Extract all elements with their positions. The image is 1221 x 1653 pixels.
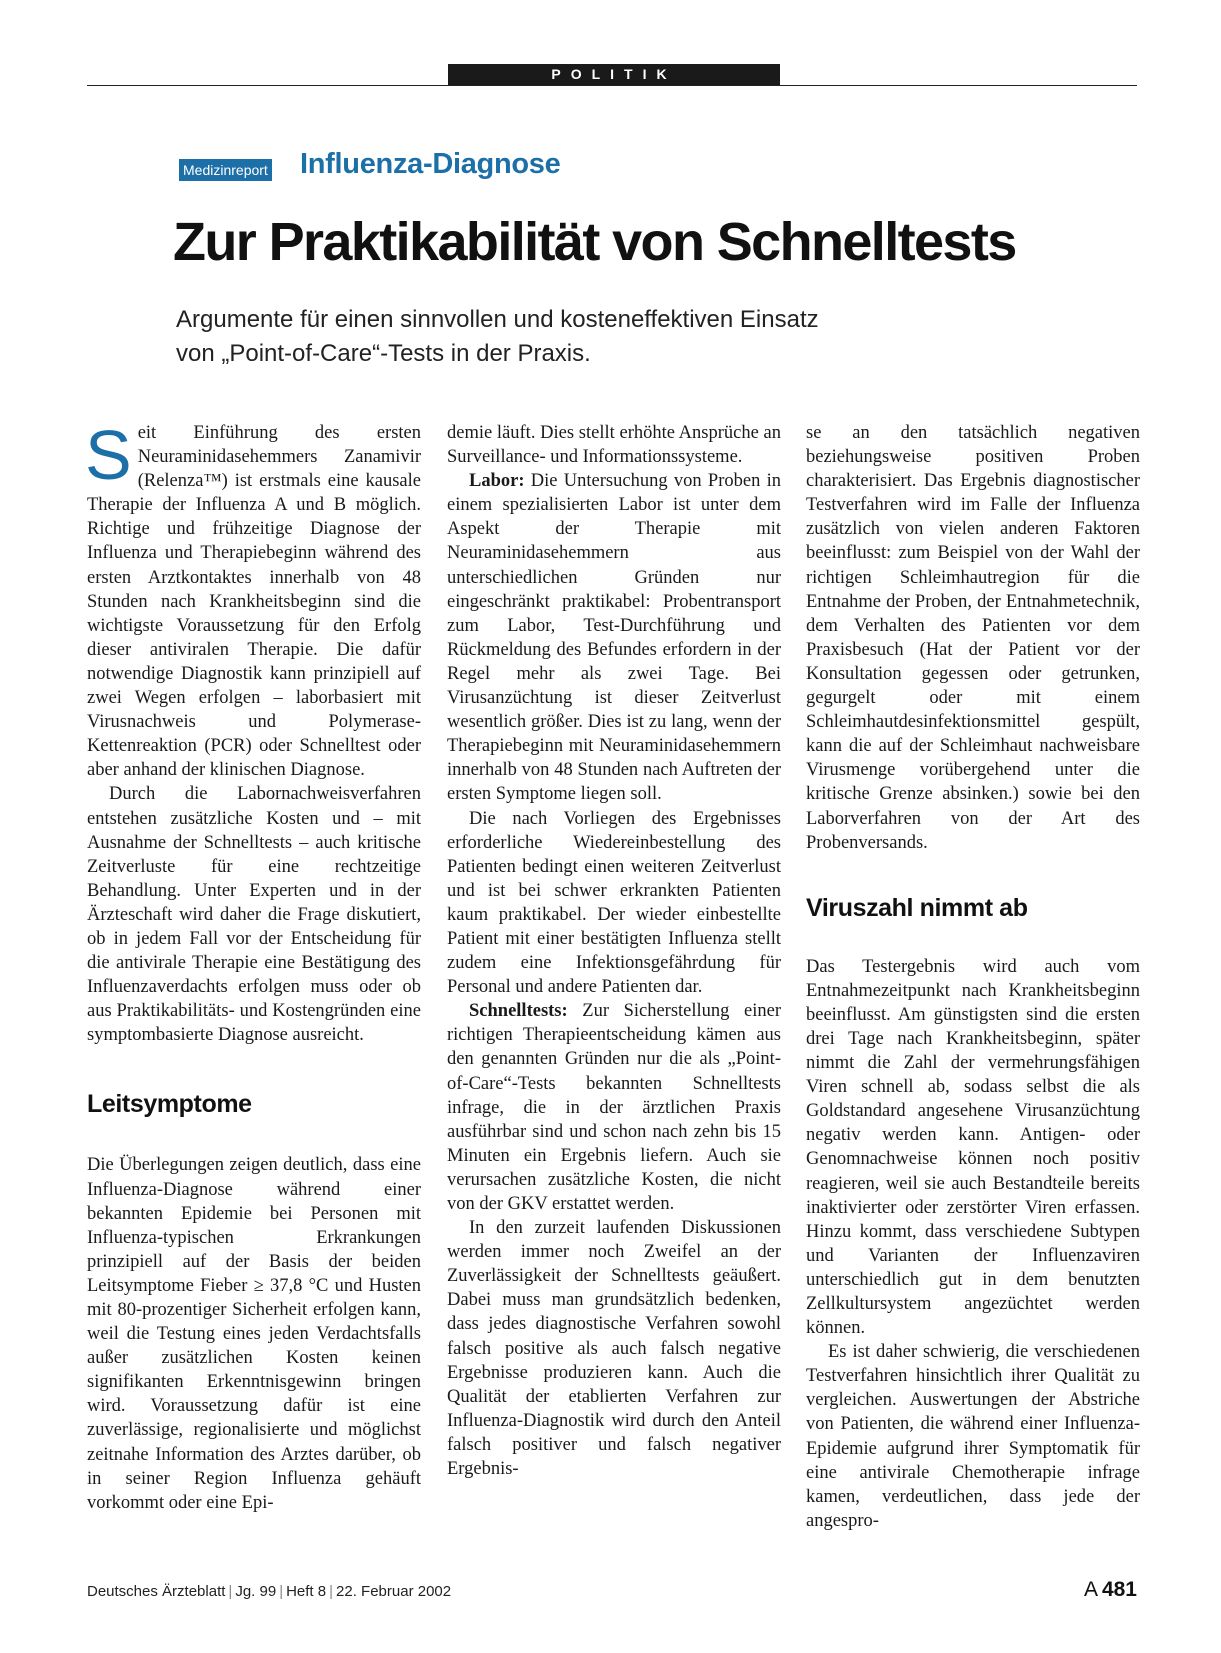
journal-name: Deutsches Ärzteblatt [87,1583,226,1600]
page-number [1084,1578,1137,1602]
volume: Jg. 99 [235,1583,277,1600]
paragraph [85,416,421,782]
category-badge: Medizinreport [179,159,272,181]
section-heading: Leitsymptome [87,1090,252,1119]
section-label: POLITIK [448,64,780,85]
paragraph-text: Die Untersuchung von Proben in einem spezialisierten Labor ist unter dem Aspekt der Therapie mit Neuraminidasehemmern aus unterschiedlichen Gründen nur eingeschränkt praktikabel: Probentransport zum Labor, Test-Durchführung und Rückmeldung des Befundes erfordern in der Regel mehr als zwei Tage. Bei Virusanzüchtung ist dieser Zeitverlust wesentlich größer. Dies ist zu lang, wenn der Therapiebeginn mit Neuraminidasehemmern innerhalb von 48 Stunden nach Auftreten der ersten Symptome liegen soll. [447,471,781,805]
header-rule [87,85,1137,86]
paragraph-lead: Labor: [469,471,525,492]
separator: | [279,1583,284,1600]
subtitle-line-1: Argumente für einen sinnvollen und kosteneffektiven Einsatz [176,306,819,333]
paragraph: Die nach Vorliegen des Ergebnisses erforderliche Wiedereinbestellung des Patienten bedingt einen weiteren Zeitverlust und ist bei schwer erkrankten Patienten kaum praktikabel. Der wieder einbestellte Patient mit einer bestätigten Influenza stellt zudem eine Infektionsgefährdung für Personal und andere Patienten dar. [447,808,781,998]
issue-date: 22. Februar 2002 [336,1583,452,1600]
paragraph: In den zurzeit laufenden Diskussionen werden immer noch Zweifel an der Zuverlässigkeit der Schnelltests geäußert. Dabei muss man grundsätzlich bedenken, dass jedes diagnostische Verfahren sowohl falsch positive als auch falsch negative Ergebnisse produzieren kann. Auch die Qualität der etablierten Verfahren zur Influenza-Diagnostik wird durch den Anteil falsch positiver und falsch negativer Ergebnis- [447,1218,781,1480]
paragraph [447,469,781,806]
column-1 [85,416,421,1515]
issue: Heft 8 [286,1583,327,1600]
paragraph: Das Testergebnis wird auch vom Entnahmezeitpunkt nach Krankheitsbeginn beeinflusst. Am günstigsten sind die ersten drei Tage nach Krankheitsbeginn, später nimmt die Zahl der vermehrungsfähigen Viren schnell ab, sodass selbst die als Goldstandard angesehene Virusanzüchtung negativ werden kann. Antigen- oder Genomnachweise können noch positiv reagieren, weil sie auch Bestandteile bereits inaktivierter oder zerstörter Viren erfassen. Hinzu kommt, dass verschiedene Subtypen und Varianten der Influenzaviren unterschiedlich gut in dem benutzten Zellkultursystem angezüchtet werden können. [806,956,1140,1339]
paragraph: Durch die Labornachweisverfahren entstehen zusätzliche Kosten und – mit Ausnahme der Schnelltests – auch kritische Zeitverluste für eine rechtzeitige Behandlung. Unter Experten und in der Ärzteschaft wird daher die Frage diskutiert, ob in jedem Fall vor der Entscheidung für die antivirale Therapie eine Bestätigung des Influenzaverdachts erfolgen muss oder ob aus Praktikabilitäts- und Kostengründen eine symptombasierte Diagnose ausreicht. [87,784,421,1046]
subtitle-line-2: von „Point-of-Care“-Tests in der Praxis. [176,340,591,367]
paragraph-text: Zur Sicherstellung einer richtigen Therapieentscheidung kämen aus den genannten Gründen nur die als „Point-of-Care“-Tests bekannten Schnelltests infrage, die in der ärztlichen Praxis ausführbar sind und schon nach zehn bis 15 Minuten ein Ergebnis liefern. Auch sie verursachen zusätzliche Kosten, die nicht von der GKV erstattet werden. [447,1001,781,1214]
paragraph: demie läuft. Dies stellt erhöhte Ansprüche an Surveillance- und Informationssysteme. [447,423,781,468]
paragraph-text: eit Einführung des ersten Neuraminidasehemmers Zanamivir (Relenza™) ist erstmals eine kausale Therapie der Influenza A und B möglich. Richtige und frühzeitige Diagnose der Influenza und Therapiebeginn während des ersten Arztkontaktes innerhalb von 48 Stunden nach Krankheitsbeginn sind die wichtigste Voraussetzung für den Erfolg dieser antiviralen Therapie. Die dafür notwendige Diagnostik kann prinzipiell auf zwei Wegen erfolgen – laborbasiert mit Virusnachweis und Polymerase-Kettenreaktion (PCR) oder Schnelltest oder aber anhand der klinischen Diagnose. [87,423,421,781]
article-kicker: Influenza-Diagnose [300,148,561,180]
paragraph: se an den tatsächlich negativen beziehungsweise positiven Proben charakterisiert. Das Ergebnis diagnostischer Testverfahren wird im Falle der Influenza zusätzlich von vielen anderen Faktoren beeinflusst: zum Beispiel von der Wahl der richtigen Schleimhautregion für die Entnahme der Proben, der Entnahmetechnik, dem Verhalten des Patienten vor dem Praxisbesuch (Hat der Patient vor der Konsultation gegessen oder getrunken, gegurgelt oder mit einem Schleimhautdesinfektionsmittel gespült, kann die auf der Schleimhaut nachweisbare Virusmenge vorübergehend unter die kritische Grenze absinken.) sowie bei den Laborverfahren von der Art des Probenversands. [806,423,1140,853]
column-2 [447,421,781,1481]
column-3 [806,421,1140,1533]
footer-citation [87,1583,451,1600]
article-title: Zur Praktikabilität von Schnelltests [173,212,1016,272]
page-prefix: A [1083,1578,1098,1601]
drop-cap: S [85,416,132,494]
paragraph: Die Überlegungen zeigen deutlich, dass eine Influenza-Diagnose während einer bekannten Epidemie bei Personen mit Influenza-typischen Erkrankungen prinzipiell auf der Basis der beiden Leitsymptome Fieber ≥ 37,8 °C und Husten mit 80-prozentiger Sicherheit erfolgen kann, weil die Testung eines jeden Verdachtsfalls außer zusätzlichen Kosten keinen signifikanten Erkenntnisgewinn bringen wird. Voraussetzung dafür ist eine zuverlässige, regionalisierte und möglichst zeitnahe Information des Arztes darüber, ob in seiner Region Influenza gehäuft vorkommt oder eine Epi- [87,1155,421,1513]
paragraph-lead: Schnelltests: [469,1001,568,1022]
article-subtitle [176,303,976,371]
separator: | [329,1583,334,1600]
page-number-value: 481 [1101,1578,1137,1601]
section-heading: Viruszahl nimmt ab [806,893,1028,922]
paragraph [447,999,781,1216]
separator: | [228,1583,233,1600]
paragraph: Es ist daher schwierig, die verschiedenen Testverfahren hinsichtlich ihrer Qualität zu vergleichen. Auswertungen der Abstriche von Patienten, die während einer Influenza-Epidemie aufgrund ihrer Symptomatik für eine antivirale Chemotherapie infrage kamen, verdeutlichen, dass jede der angespro- [806,1342,1140,1531]
